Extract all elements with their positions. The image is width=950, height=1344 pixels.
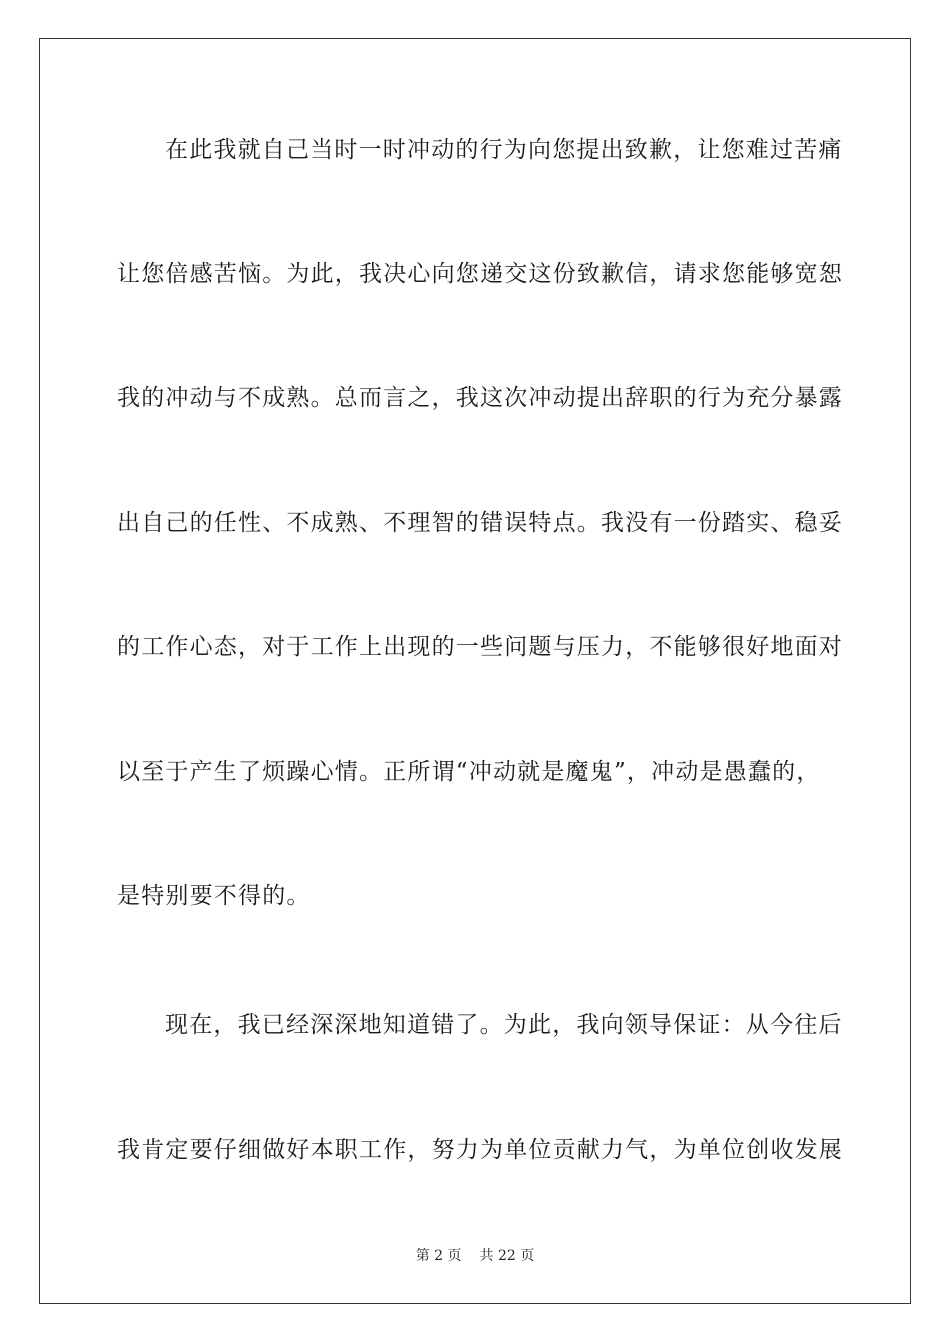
paragraph-2-line-2: 我肯定要仔细做好本职工作，努力为单位贡献力气，为单位创收发展	[117, 1137, 843, 1163]
page-total: 共 22 页	[479, 1248, 535, 1264]
paragraph-1-line-2: 让您倍感苦恼。为此，我决心向您递交这份致歉信，请求您能够宽恕	[117, 261, 843, 287]
page-footer	[0, 1247, 950, 1265]
paragraph-1-line-6: 以至于产生了烦躁心情。正所谓“冲动就是魔鬼”，冲动是愚蠢的，	[117, 759, 821, 785]
paragraph-2-line-1: 现在，我已经深深地知道错了。为此，我向领导保证：从今往后	[165, 1012, 843, 1038]
paragraph-1-line-3: 我的冲动与不成熟。总而言之，我这次冲动提出辞职的行为充分暴露	[117, 385, 843, 411]
paragraph-1-line-1: 在此我就自己当时一时冲动的行为向您提出致歉，让您难过苦痛	[165, 137, 843, 163]
paragraph-1-line-7: 是特别要不得的。	[117, 883, 311, 909]
paragraph-1-line-5: 的工作心态，对于工作上出现的一些问题与压力，不能够很好地面对	[117, 634, 843, 660]
paragraph-1-line-4: 出自己的任性、不成熟、不理智的错误特点。我没有一份踏实、稳妥	[117, 510, 843, 536]
page-number: 第 2 页	[415, 1248, 462, 1264]
page-border	[39, 38, 911, 1304]
